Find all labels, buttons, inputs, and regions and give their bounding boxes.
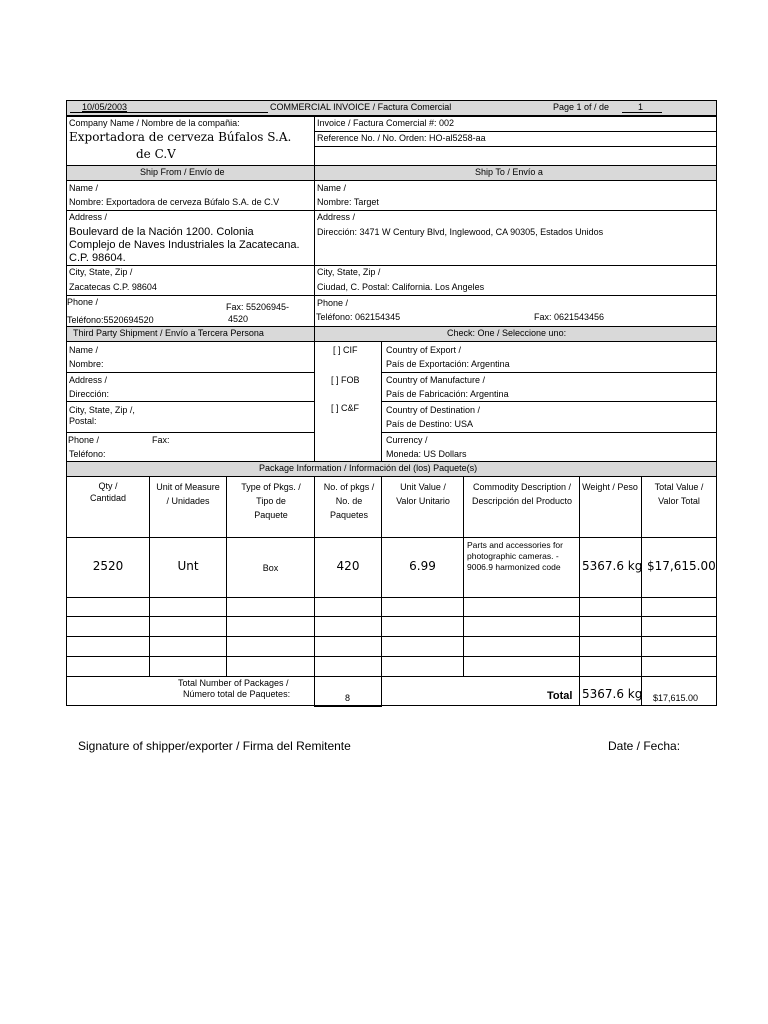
ship-to-name-label: Name / (317, 183, 347, 193)
row-pkgs: 420 (336, 559, 360, 573)
currency-value: Moneda: US Dollars (386, 449, 467, 459)
col-line (641, 476, 642, 706)
reference-number: Reference No. / No. Orden: HO-al5258-aa (317, 133, 486, 143)
total-packages-label-2: Número total de Paquetes: (183, 689, 291, 699)
date-label: Date / Fecha: (608, 739, 681, 753)
company-name-line1: Exportadora de cerveza Búfalos S.A. (69, 130, 292, 144)
col-header-unit-value: Unit Value / Valor Unitario (396, 482, 450, 506)
package-table (66, 476, 717, 706)
destination-value: País de Destino: USA (386, 419, 474, 429)
ship-from-name-value: Nombre: Exportadora de cerveza Búfalo S.A. de C.V (69, 197, 280, 207)
export-value: País de Exportación: Argentina (386, 359, 510, 369)
row-line (66, 537, 717, 538)
total-packages-value: 8 (345, 693, 351, 703)
ship-to-phone-label: Phone / (317, 298, 349, 308)
third-party-city-value: Postal: (69, 416, 97, 426)
ship-from-fax-line2: 4520 (228, 314, 249, 324)
company-name-line2: de C.V (136, 147, 176, 161)
blank-box (314, 146, 717, 166)
third-party-phone-label: Phone / (68, 435, 100, 445)
total-weight: 5367.6 kg (582, 687, 643, 701)
third-party-name-label: Name / (69, 345, 99, 355)
col-header-pkgs: No. of pkgs / No. de Paquetes (323, 482, 375, 520)
row-total: $17,615.00 (647, 559, 716, 573)
ship-from-city-value: Zacatecas C.P. 98604 (69, 282, 157, 292)
page-value: 1 (638, 102, 644, 112)
ship-to-city-value: Ciudad, C. Postal: California. Los Angeles (317, 282, 485, 292)
total-packages-underline (314, 705, 382, 707)
ship-to-address-box (314, 210, 717, 266)
row-weight: 5367.6 kg (582, 559, 643, 573)
ship-from-name-label: Name / (69, 183, 99, 193)
col-header-description: Commodity Description / Descripción del Producto (471, 482, 573, 506)
col-line (314, 476, 315, 706)
ship-to-fax-value: Fax: 0621543456 (534, 312, 605, 322)
col-line (381, 476, 382, 706)
third-party-title: Third Party Shipment / Envío a Tercera Persona (73, 328, 264, 338)
col-header-type: Type of Pkgs. / Tipo de Paquete (241, 482, 301, 520)
company-label: Company Name / Nombre de la compañia: (69, 118, 240, 128)
destination-label: Country of Destination / (386, 405, 481, 415)
date-underline (70, 112, 268, 113)
ship-to-address-label: Address / (317, 212, 356, 222)
ship-from-phone-label: Phone / (67, 297, 99, 307)
ship-from-address-label: Address / (69, 212, 108, 222)
page-underline (622, 112, 662, 113)
ship-from-title: Ship From / Envío de (140, 167, 225, 177)
col-header-unit: Unit of Measure / Unidades (156, 482, 220, 506)
check-title: Check: One / Seleccione uno: (447, 328, 567, 338)
document-title: COMMERCIAL INVOICE / Factura Comercial (270, 102, 452, 112)
third-party-city-label: City, State, Zip /, (69, 405, 135, 415)
invoice-date: 10/05/2003 (82, 102, 128, 112)
third-party-address-value: Dirección: (69, 389, 110, 399)
row-line (66, 636, 717, 637)
currency-label: Currency / (386, 435, 428, 445)
row-line (66, 656, 717, 657)
total-label: Total (547, 690, 573, 702)
col-line (226, 476, 227, 676)
ship-to-title: Ship To / Envío a (475, 167, 543, 177)
total-value: $17,615.00 (653, 693, 699, 703)
export-label: Country of Export / (386, 345, 462, 355)
col-line (149, 476, 150, 676)
ship-from-phone-value: Teléfono:5520694520 (67, 315, 154, 325)
col-header-qty: Qty / Cantidad (89, 481, 127, 503)
ship-from-address-line2: Complejo de Naves Industriales la Zacatecana. (69, 239, 300, 251)
third-party-name-value: Nombre: (69, 359, 104, 369)
ship-from-address-line1: Boulevard de la Nación 1200. Colonia (69, 226, 254, 238)
ship-from-address-line3: C.P. 98604. (69, 252, 126, 264)
row-description: Parts and accessories for photographic cameras. - 9006.9 harmonized code (467, 540, 563, 572)
ship-from-city-label: City, State, Zip / (69, 267, 133, 277)
col-line (463, 476, 464, 676)
option-cf[interactable]: [ ] C&F (331, 403, 360, 413)
third-party-address-label: Address / (69, 375, 108, 385)
ship-to-city-label: City, State, Zip / (317, 267, 381, 277)
terms-column (314, 341, 382, 462)
package-title: Package Information / Información del (los) Paquete(s) (259, 463, 478, 473)
row-type: Box (262, 563, 279, 573)
ship-to-address-value: Dirección: 3471 W Century Blvd, Inglewood, CA 90305, Estados Unidos (317, 227, 604, 237)
total-packages-label-1: Total Number of Packages / (178, 678, 289, 688)
col-line (579, 476, 580, 706)
ship-from-fax-line1: Fax: 55206945- (226, 302, 290, 312)
third-party-phone-value: Teléfono: (69, 449, 106, 459)
row-unit-value: 6.99 (409, 559, 436, 573)
ship-to-name-value: Nombre: Target (317, 197, 379, 207)
row-line (66, 597, 717, 598)
third-party-fax-label: Fax: (152, 435, 170, 445)
option-fob[interactable]: [ ] FOB (331, 375, 360, 385)
row-line (66, 616, 717, 617)
row-unit: Unt (177, 559, 199, 573)
page-label: Page 1 of / de (553, 102, 610, 112)
invoice-number: Invoice / Factura Comercial #: 002 (317, 118, 455, 128)
row-qty: 2520 (92, 559, 124, 573)
ship-to-phone-value: Teléfono: 062154345 (316, 312, 401, 322)
signature-label: Signature of shipper/exporter / Firma del Remitente (78, 739, 351, 753)
col-header-total: Total Value / Valor Total (654, 482, 704, 506)
row-line (66, 676, 717, 677)
col-header-weight: Weight / Peso (582, 482, 638, 492)
manufacture-label: Country of Manufacture / (386, 375, 486, 385)
option-cif[interactable]: [ ] CIF (333, 345, 358, 355)
manufacture-value: País de Fabricación: Argentina (386, 389, 509, 399)
